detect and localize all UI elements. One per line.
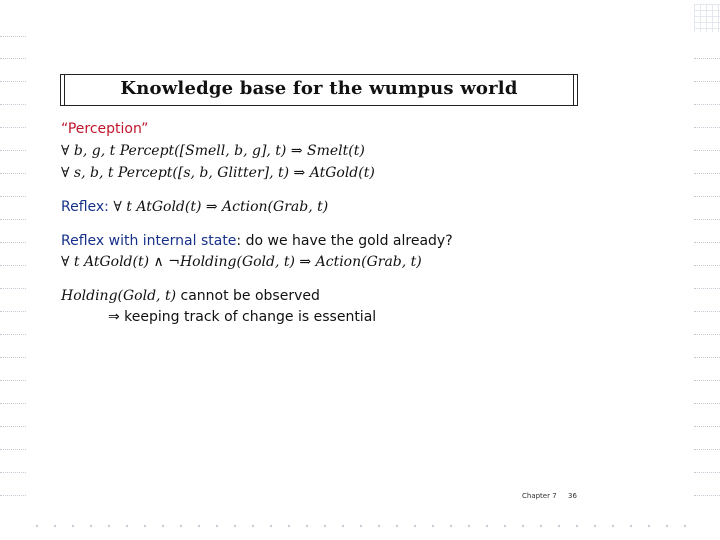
footer-chapter: Chapter 7 bbox=[522, 492, 557, 500]
reflex-internal-question: : do we have the gold already? bbox=[236, 233, 453, 249]
margin-dot-line bbox=[0, 426, 26, 427]
margin-dot-line bbox=[0, 242, 26, 243]
perception-rule-smell: ∀ b, g, t Percept([Smell, b, g], t) ⇒ Smelt(t) bbox=[61, 143, 365, 159]
reflex-internal-rule: ∀ t AtGold(t) ∧ ¬Holding(Gold, t) ⇒ Action(Grab, t) bbox=[61, 254, 422, 270]
reflex-line bbox=[61, 199, 328, 215]
margin-dot-line bbox=[0, 472, 26, 473]
margin-dot-line bbox=[0, 173, 26, 174]
margin-dot-line bbox=[0, 81, 26, 82]
margin-dot-line bbox=[694, 288, 720, 289]
holding-term: Holding(Gold, t) bbox=[61, 288, 177, 304]
margin-dot-line bbox=[694, 196, 720, 197]
margin-dot-line bbox=[0, 196, 26, 197]
margin-dot-line bbox=[694, 495, 720, 496]
margin-dot-line bbox=[0, 127, 26, 128]
margin-dot-line bbox=[694, 472, 720, 473]
observation-text: cannot be observed bbox=[176, 288, 320, 304]
reflex-internal-line bbox=[61, 233, 453, 249]
margin-dot-line bbox=[694, 150, 720, 151]
margin-dot-line bbox=[694, 380, 720, 381]
margin-dot-line bbox=[694, 311, 720, 312]
margin-dot-line bbox=[694, 219, 720, 220]
footer-page-number: 36 bbox=[568, 492, 577, 500]
margin-dot-line bbox=[694, 426, 720, 427]
perception-rule-glitter: ∀ s, b, t Percept([s, b, Glitter], t) ⇒ AtGold(t) bbox=[61, 165, 375, 181]
margin-dot-line bbox=[694, 104, 720, 105]
margin-dot-line bbox=[0, 380, 26, 381]
margin-dot-line bbox=[0, 150, 26, 151]
margin-dot-line bbox=[0, 495, 26, 496]
reflex-rule: ∀ t AtGold(t) ⇒ Action(Grab, t) bbox=[113, 199, 329, 215]
margin-dot-line bbox=[694, 403, 720, 404]
margin-dot-line bbox=[0, 357, 26, 358]
margin-dot-line bbox=[0, 36, 26, 37]
margin-dot-line bbox=[0, 449, 26, 450]
observation-line bbox=[61, 288, 320, 304]
margin-dot-line bbox=[0, 311, 26, 312]
margin-dot-line bbox=[0, 403, 26, 404]
corner-grid-decoration bbox=[694, 4, 720, 32]
reflex-label: Reflex: bbox=[61, 199, 109, 215]
margin-dot-line bbox=[694, 127, 720, 128]
bottom-margin-dots bbox=[28, 522, 692, 530]
margin-dot-line bbox=[694, 81, 720, 82]
margin-dot-line bbox=[0, 58, 26, 59]
margin-dot-line bbox=[0, 219, 26, 220]
slide-title: Knowledge base for the wumpus world bbox=[120, 78, 518, 99]
reflex-internal-label: Reflex with internal state bbox=[61, 233, 237, 249]
margin-dot-line bbox=[694, 449, 720, 450]
margin-dot-line bbox=[694, 265, 720, 266]
perception-heading: “Perception” bbox=[61, 121, 149, 137]
margin-dot-line bbox=[694, 334, 720, 335]
observation-conclusion: ⇒ keeping track of change is essential bbox=[108, 309, 377, 325]
margin-dot-line bbox=[694, 242, 720, 243]
margin-dot-line bbox=[0, 334, 26, 335]
margin-dot-line bbox=[0, 265, 26, 266]
margin-dot-line bbox=[694, 173, 720, 174]
margin-dot-line bbox=[0, 288, 26, 289]
slide-title-box bbox=[60, 74, 578, 106]
margin-dot-line bbox=[694, 357, 720, 358]
margin-dot-line bbox=[0, 104, 26, 105]
margin-dot-line bbox=[694, 58, 720, 59]
